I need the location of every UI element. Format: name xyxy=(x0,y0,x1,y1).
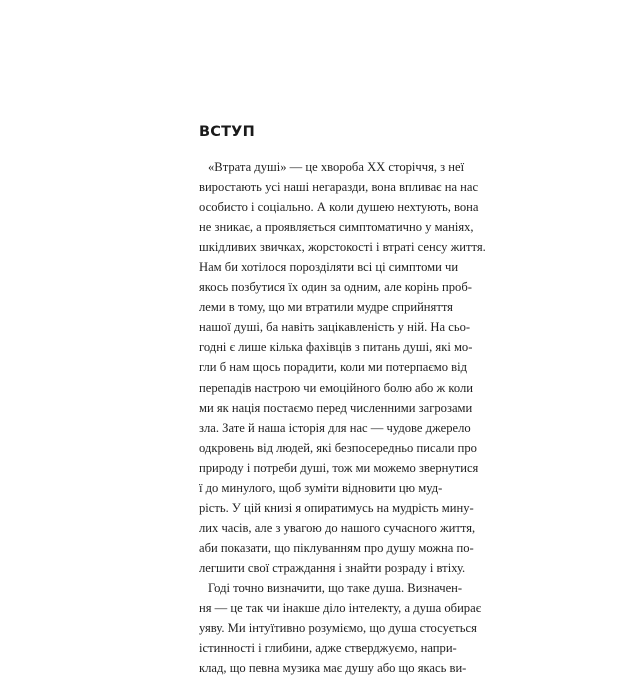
text-line: природу і потреби душі, тож ми можемо звернутися xyxy=(199,460,479,475)
text-line: шкідливих звичках, жорстокості і втраті сенсу життя. xyxy=(199,240,486,255)
chapter-heading: ВСТУП xyxy=(199,124,255,140)
text-line: лих часів, але з увагою до нашого сучасного життя, xyxy=(199,520,476,535)
text-line: леми в тому, що ми втратили мудре сприйняття xyxy=(199,300,453,315)
text-line: істинності і глибини, адже стверджуємо, напри- xyxy=(199,641,457,656)
text-line: зла. Зате й наша історія для нас — чудове джерело xyxy=(199,420,471,435)
text-line: уяву. Ми інтуїтивно розуміємо, що душа стосується xyxy=(199,621,477,636)
text-line: ї до минулого, щоб зуміти відновити цю муд- xyxy=(199,480,443,495)
text-line: нашої душі, ба навіть зацікавленість у ній. На сьо- xyxy=(199,320,471,335)
text-line: ми як нація постаємо перед численними загрозами xyxy=(199,400,473,415)
text-line: аби показати, що піклуванням про душу можна по- xyxy=(199,540,474,555)
text-line: клад, що певна музика має душу або що якась ви- xyxy=(199,661,467,676)
text-line: легшити свої страждання і знайти розраду і втіху. xyxy=(199,560,466,575)
text-line: Нам би хотілося порозділяти всі ці симптоми чи xyxy=(199,260,459,275)
text-line: виростають усі наші негаразди, вона впливає на нас xyxy=(199,180,479,195)
text-line: одкровень від людей, які безпосередньо писали про xyxy=(199,440,477,455)
text-line: ня — це так чи інакше діло інтелекту, а душа обирає xyxy=(199,601,482,616)
text-line: рість. У цій книзі я опиратимусь на мудрість мину- xyxy=(199,500,474,515)
text-line: перепадів настрою чи емоційного болю або ж коли xyxy=(199,380,473,395)
body-text xyxy=(199,157,486,678)
text-line: годні є лише кілька фахівців з питань душі, які мо- xyxy=(199,340,473,355)
text-line: «Втрата душі» — це хвороба XX сторіччя, з неї xyxy=(208,160,465,174)
text-line: не зникає, а проявляється симптоматично у маніях, xyxy=(199,220,474,235)
text-line: Годі точно визначити, що таке душа. Визначен- xyxy=(208,580,463,595)
text-line: гли б нам щось порадити, коли ми потерпаємо від xyxy=(199,360,468,375)
text-line: якось позбутися їх один за одним, але корінь проб- xyxy=(199,280,472,295)
text-line: особисто і соціально. А коли душею нехтують, вона xyxy=(199,200,479,215)
